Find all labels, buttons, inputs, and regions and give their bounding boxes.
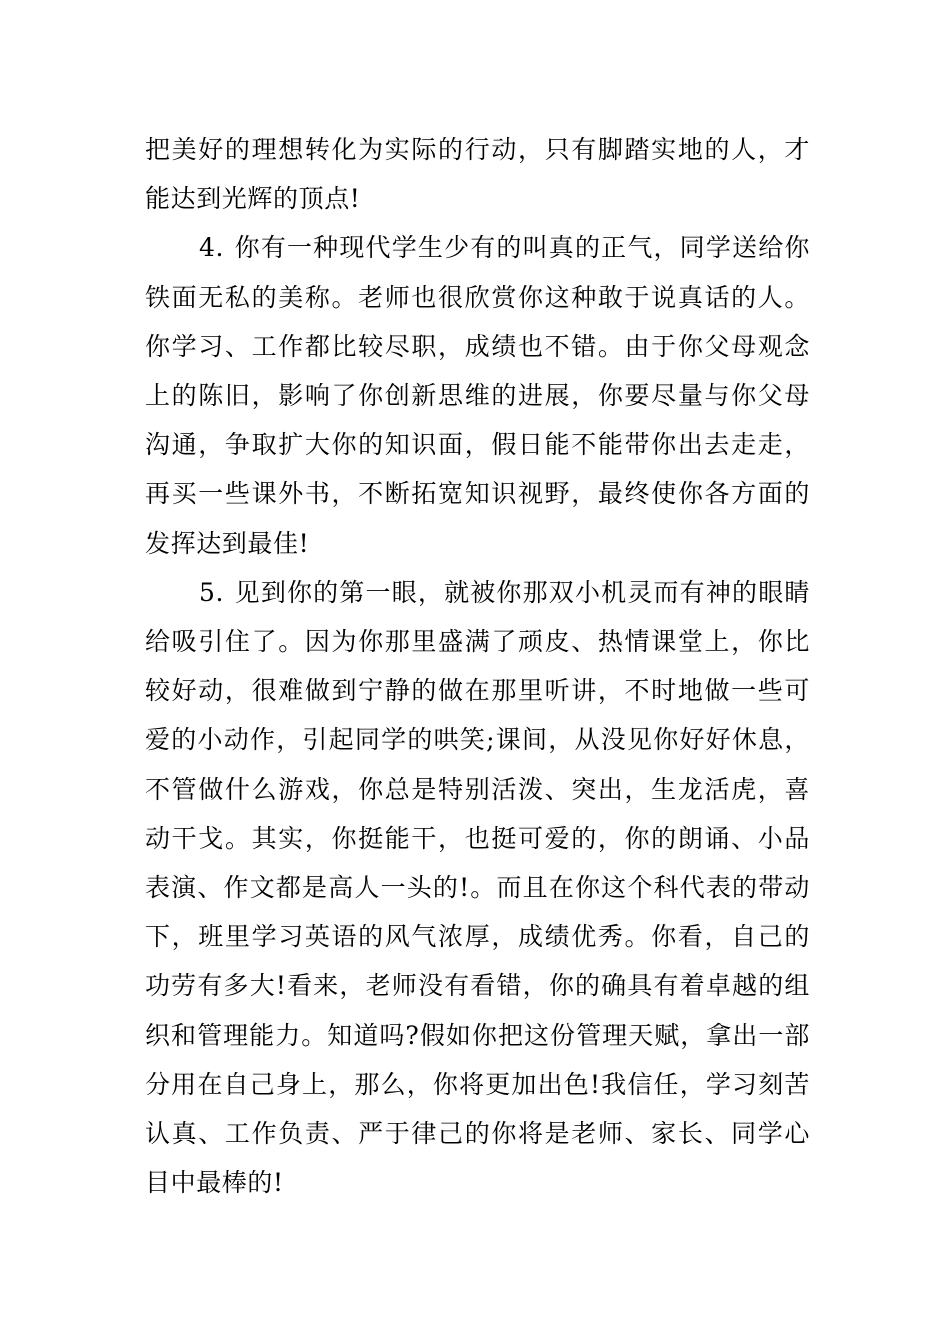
paragraph-text: 见到你的第一眼，就被你那双小机灵而有神的眼睛给吸引住了。因为你那里盛满了顽皮、热情课堂上，你比较好动，很难做到宁静的做在那里听讲，不时地做一些可爱的小动作，引起同学的哄笑;课间，从没见你好好休息，不管做什么游戏，你总是特别活泼、突出，生龙活虎，喜动干戈。其实，你挺能干，也挺可爱的，你的朗诵、小品表演、作文都是高人一头的!。而且在你这个科代表的带动下，班里学习英语的风气浓厚，成绩优秀。你看，自己的功劳有多大!看来，老师没有看错，你的确具有着卓越的组织和管理能力。知道吗?假如你把这份管理天赋，拿出一部分用在自己身上，那么，你将更加出色!我信任，学习刻苦认真、工作负责、严于律己的你将是老师、家长、同学心目中最棒的! — [145, 577, 810, 1198]
paragraph-item-4 — [145, 223, 810, 567]
item-number: 5. — [199, 577, 225, 607]
item-number: 4. — [199, 233, 225, 263]
paragraph-text: 你有一种现代学生少有的叫真的正气，同学送给你铁面无私的美称。老师也很欣赏你这种敢于说真话的人。你学习、工作都比较尽职，成绩也不错。由于你父母观念上的陈旧，影响了你创新思维的进展，你要尽量与你父母沟通，争取扩大你的知识面，假日能不能带你出去走走，再买一些课外书，不断拓宽知识视野，最终使你各方面的发挥达到最佳! — [145, 233, 810, 558]
paragraph-text: 把美好的理想转化为实际的行动，只有脚踏实地的人，才能达到光辉的顶点! — [145, 135, 810, 214]
body-text — [145, 125, 810, 1207]
paragraph-item-5 — [145, 568, 810, 1208]
paragraph-continuation — [145, 125, 810, 223]
